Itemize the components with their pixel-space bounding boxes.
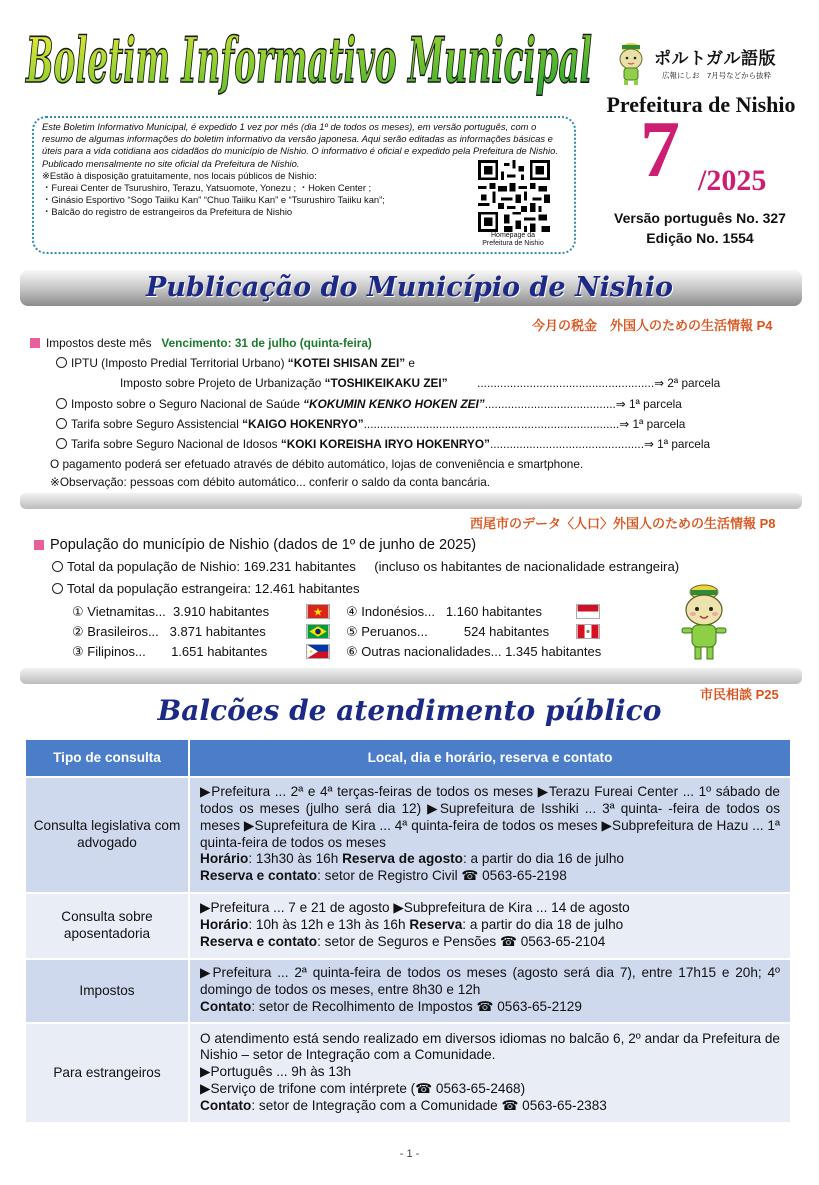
population-total-text: Total da população de Nishio: 169.231 habitantes (incluso os habitantes de nacionalidade estrangeira): [67, 559, 680, 574]
column-header-details: Local, dia e horário, reserva e contato: [189, 739, 791, 777]
tax-iptu-and: e: [405, 356, 415, 370]
consultation-hours: [200, 917, 780, 934]
consultation-details: [189, 777, 791, 893]
tax-health-insurance: [56, 397, 682, 411]
intro-place-2: ・Ginásio Esportivo “Sogo Taiiku Kan” “Chuo Taiiku Kan” e “Tsurushiro Taiiku kan”;: [42, 194, 385, 206]
tax-urb-installment: ......................................................⇒ 2ª parcela: [477, 376, 721, 390]
circle-bullet-icon: [56, 357, 67, 368]
contact-label: Reserva e contato: [200, 933, 318, 949]
mascot-icon: [614, 40, 648, 86]
hours-value: : 13h30 às 16h: [248, 851, 343, 867]
jp-reference-taxes: 今月の税金 外国人のための生活情報 P4: [532, 318, 773, 333]
tax-iptu: [56, 356, 415, 370]
hours-label: Horário: [200, 851, 249, 867]
circle-bullet-icon: [56, 398, 67, 409]
nationality-others: ⑥ Outras nacionalidades... 1.345 habitantes: [346, 644, 602, 659]
tax-care-insurance: [56, 417, 685, 431]
tax-care-label: Tarifa sobre Seguro Assistencial: [71, 417, 243, 431]
contact-value: : setor de Recolhimento de Impostos ☎ 0563-65-2129: [251, 998, 582, 1014]
tax-urb-jp: “TOSHIKEIKAKU ZEI”: [324, 376, 448, 390]
reservation-value: : a partir do dia 18 de julho: [462, 917, 624, 933]
jp-reference-consultation: 市民相談 P25: [700, 687, 779, 702]
page-number: - 1 -: [399, 1148, 420, 1160]
title-text: Boletim Informativo Municipal: [24, 24, 592, 98]
nationality-brazil: ② Brasileiros... 3.871 habitantes: [72, 624, 266, 639]
tax-health-label: Imposto sobre o Seguro Nacional de Saúde: [71, 397, 304, 411]
tax-elderly-insurance: [56, 437, 710, 451]
nationality-indonesia: ④ Indonésios... 1.160 habitantes: [346, 604, 542, 619]
hours-value: : 10h às 12h e 13h às 16h: [248, 917, 410, 933]
portuguese-hours: ▶Português ... 9h às 13h: [200, 1064, 352, 1080]
consultation-details: [189, 1023, 791, 1123]
due-date: Vencimento: 31 de julho (quinta-feira): [161, 336, 372, 350]
qr-code[interactable]: [478, 160, 550, 232]
payment-info: O pagamento poderá ser efetuado através de débito automático, lojas de conveniência e smartphone.: [50, 457, 584, 471]
brazil-flag-icon: [306, 624, 330, 639]
qr-caption: [462, 232, 564, 248]
reservation-value: : a partir do dia 16 de julho: [462, 851, 624, 867]
payment-note: ※Observação: pessoas com débito automático... conferir o saldo da conta bancária.: [50, 475, 491, 489]
consultation-locations: ▶Prefeitura ... 2ª e 4ª terças-feiras de todos os meses ▶Terazu Fureai Center ... 1º sábado de todos os meses (julho será dia 12) ▶Suprefeitura de Isshiki ... 3ª quinta- -feira de todos os meses ▶Suprefeitura de Kira ... 4ª quinta-feira de todos os meses ▶Subprefeitura de Hazu ... 1ª quinta-feira de todos os meses: [200, 784, 780, 850]
population-heading: [34, 537, 476, 553]
tax-care-installment: ..............................................................................⇒ 1ª parcela: [363, 417, 686, 431]
table-row: [25, 893, 791, 959]
peru-flag-icon: [576, 624, 600, 639]
consultation-locations: ▶Prefeitura ... 7 e 21 de agosto ▶Subprefeitura de Kira ... 14 de agosto: [200, 900, 630, 916]
consultation-locations: O atendimento está sendo realizado em diversos idiomas no balcão 6, 2º andar da Prefeitura de Nishio – setor de Integração com a Comunidade.: [200, 1030, 780, 1063]
circle-bullet-icon: [52, 583, 63, 594]
section-divider: [20, 493, 802, 509]
contact-label: Contato: [200, 998, 252, 1014]
consultation-details: [189, 959, 791, 1023]
qr-caption-line-2: Prefeitura de Nishio: [482, 240, 544, 247]
bullet-square-icon: [34, 540, 44, 550]
issue-year: /2025: [698, 164, 767, 197]
consultation-contact: [200, 1098, 780, 1115]
tax-urbanization: [120, 376, 720, 390]
contact-label: Reserva e contato: [200, 868, 318, 884]
consultation-type: Impostos: [25, 959, 189, 1023]
consultation-locations: ▶Prefeitura ... 2ª quinta-feira de todos os meses (agosto será dia 7), entre 17h15 e 20h; 4º domingo de todos os meses, entre 8h30 e 12h: [200, 965, 780, 998]
consultation-hours: [200, 851, 780, 868]
reservation-label: Reserva de agosto: [342, 851, 463, 867]
tax-elderly-label: Tarifa sobre Seguro Nacional de Idosos: [71, 437, 281, 451]
language-label: ポルトガル語版: [654, 49, 776, 68]
contact-value: : setor de Integração com a Comunidade ☎ 0563-65-2383: [251, 1097, 607, 1113]
edition-number: Edição No. 1554: [646, 230, 754, 246]
city-name: Prefeitura de Nishio: [606, 92, 796, 117]
intro-place-1: ・Fureai Center de Tsurushiro, Terazu, Yatsuomote, Yonezu ; ・Hoken Center ;: [42, 182, 372, 194]
consultation-contact: [200, 934, 780, 951]
nationality-philippines: ③ Filipinos... 1.651 habitantes: [72, 644, 268, 659]
intro-text: Este Boletim Informativo Municipal, é expedido 1 vez por mês (dia 1º de todos os meses), em versão português, com o resumo de algumas informações do boletim informativo da versão japonesa. Aqui serão editadas as informações básicas e úteis para a vida cotidiana aos cidadãos do município de Nishio. O informativo é oficial e expedido pela Prefeitura de Nishio.: [42, 121, 558, 157]
taxes-heading-text: Impostos deste mês: [46, 336, 152, 350]
tax-care-jp: “KAIGO HOKENRYO”: [242, 417, 364, 431]
circle-bullet-icon: [52, 561, 63, 572]
consultation-details: [189, 893, 791, 959]
consultation-contact: [200, 868, 780, 885]
consultation-type: Consulta legislativa com advogado: [25, 777, 189, 893]
population-total: [52, 558, 679, 576]
hours-label: Horário: [200, 917, 249, 933]
consultation-type: Consulta sobre aposentadoria: [25, 893, 189, 959]
population-foreign: [52, 580, 360, 598]
table-row: [25, 1023, 791, 1123]
intro-published: Publicado mensalmente no site oficial da Prefeitura de Nishio.: [42, 157, 300, 169]
section-title-counters: Balcões de atendimento público: [157, 694, 662, 727]
tax-elderly-jp: “KOKI KOREISHA IRYO HOKENRYO”: [280, 437, 490, 451]
bullet-square-icon: [30, 338, 40, 348]
population-foreign-text: Total da população estrangeira: 12.461 habitantes: [67, 581, 360, 596]
tax-iptu-label: IPTU (Imposto Predial Territorial Urbano): [71, 356, 288, 370]
table-row: [25, 777, 791, 893]
consultation-table: [24, 738, 792, 1124]
consultation-contact: [200, 999, 780, 1016]
language-sub: 広報にしお 7月号などから抜粋: [662, 71, 772, 80]
philippines-flag-icon: [306, 644, 330, 659]
circle-bullet-icon: [56, 438, 67, 449]
tax-health-jp: “KOKUMIN KENKO HOKEN ZEI”: [303, 397, 485, 411]
column-header-type: Tipo de consulta: [25, 739, 189, 777]
intro-places-heading: ※Estão à disposição gratuitamente, nos locais públicos de Nishio:: [42, 169, 317, 181]
trifone-service: ▶Serviço de trifone com intérprete (☎ 0563-65-2468): [200, 1080, 526, 1096]
indonesia-flag-icon: [576, 604, 600, 619]
jp-reference-population: 西尾市のデータ〈人口〉外国人のための生活情報 P8: [470, 516, 776, 531]
mascot-character-icon: [676, 582, 732, 664]
intro-place-3: ・Balcão do registro de estrangeiros da Prefeitura de Nishio: [42, 206, 293, 218]
vietnam-flag-icon: [306, 604, 330, 619]
tax-health-installment: ........................................⇒ 1ª parcela: [484, 397, 682, 411]
tax-iptu-jp: “KOTEI SHISAN ZEI”: [287, 356, 406, 370]
contact-value: : setor de Seguros e Pensões ☎ 0563-65-2104: [317, 933, 606, 949]
qr-caption-line-1: Homepage da: [491, 232, 535, 239]
tax-urb-label: Imposto sobre Projeto de Urbanização: [120, 376, 325, 390]
section-title-publication: Publicação do Município de Nishio: [145, 272, 674, 303]
table-row: [25, 959, 791, 1023]
contact-value: : setor de Registro Civil ☎ 0563-65-2198: [317, 868, 567, 884]
consultation-type: Para estrangeiros: [25, 1023, 189, 1123]
taxes-heading: [30, 336, 372, 350]
population-heading-text: População do município de Nishio (dados de 1º de junho de 2025): [50, 537, 477, 553]
version-number: Versão português No. 327: [614, 210, 786, 226]
reservation-label: Reserva: [409, 917, 463, 933]
issue-month: 7: [640, 106, 680, 194]
tax-elderly-installment: ...............................................⇒ 1ª parcela: [489, 437, 711, 451]
bulletin-title: [22, 6, 602, 106]
table-header-row: [25, 739, 791, 777]
tax-urb-gap: [448, 376, 478, 390]
nationality-peru: ⑤ Peruanos... 524 habitantes: [346, 624, 550, 639]
circle-bullet-icon: [56, 418, 67, 429]
nationality-vietnam: ① Vietnamitas... 3.910 habitantes: [72, 604, 270, 619]
section-divider: [20, 668, 802, 684]
contact-label: Contato: [200, 1097, 252, 1113]
